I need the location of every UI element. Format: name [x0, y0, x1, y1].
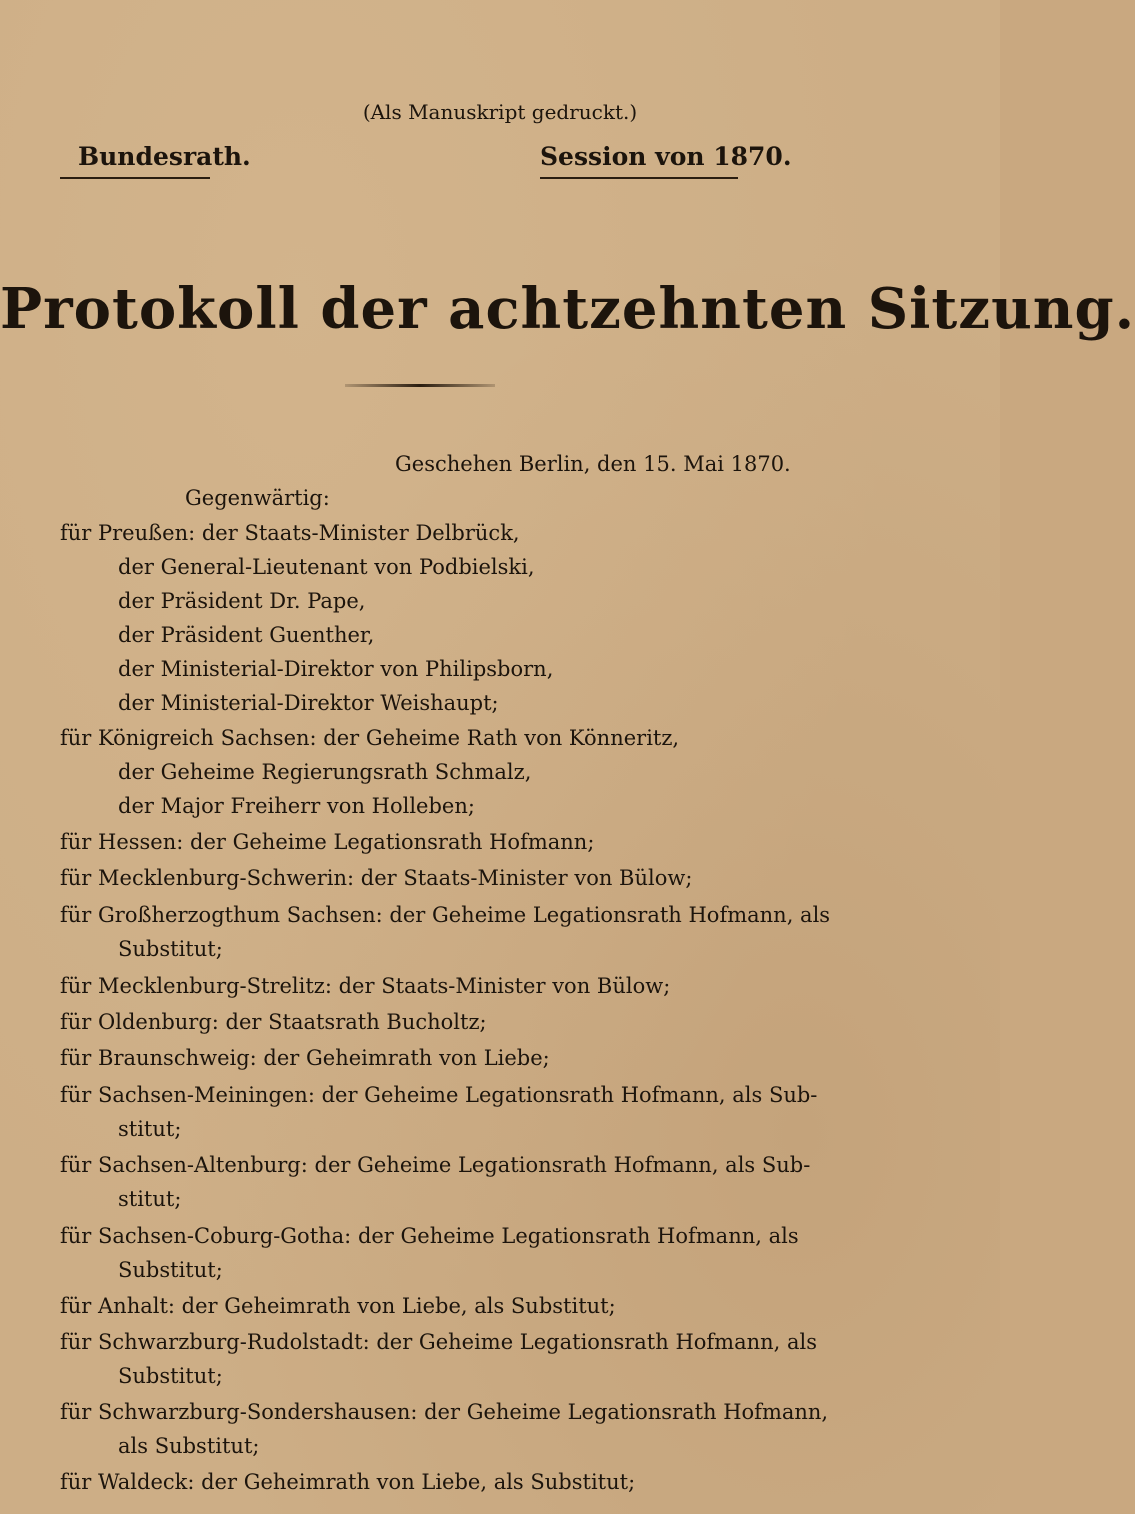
text-line: für Schwarzburg-Sondershausen: der Geheime Legationsrath Hofmann, [60, 1400, 829, 1424]
title-rule [345, 384, 495, 387]
text-line: für Hessen: der Geheime Legationsrath Hofmann; [60, 830, 595, 854]
text-line: für Anhalt: der Geheimrath von Liebe, als Substitut; [60, 1294, 616, 1318]
text-line: für Schwarzburg-Rudolstadt: der Geheime Legationsrath Hofmann, als [60, 1330, 818, 1354]
place-date: Geschehen Berlin, den 15. Mai 1870. [395, 452, 791, 476]
header-left: Bundesrath. [78, 142, 251, 171]
text-line: als Substitut; [118, 1434, 260, 1458]
text-line: für Sachsen-Coburg-Gotha: der Geheime Legationsrath Hofmann, als [60, 1224, 799, 1248]
text-line: stitut; [118, 1117, 182, 1141]
text-line: stitut; [118, 1187, 182, 1211]
text-line: für Oldenburg: der Staatsrath Bucholtz; [60, 1010, 487, 1034]
text-line: für Waldeck: der Geheimrath von Liebe, als Substitut; [60, 1470, 636, 1494]
text-line: Substitut; [118, 1364, 223, 1388]
text-line: der Präsident Dr. Pape, [118, 589, 366, 613]
text-line: der Ministerial-Direktor von Philipsborn, [118, 657, 554, 681]
text-line: für Großherzogthum Sachsen: der Geheime Legationsrath Hofmann, als [60, 903, 831, 927]
text-line: für Mecklenburg-Strelitz: der Staats-Minister von Bülow; [60, 974, 671, 998]
text-line: der Major Freiherr von Holleben; [118, 794, 475, 818]
text-line: für Sachsen-Altenburg: der Geheime Legationsrath Hofmann, als Sub- [60, 1153, 811, 1177]
present-label: Gegenwärtig: [185, 486, 330, 510]
text-line: für Sachsen-Meiningen: der Geheime Legationsrath Hofmann, als Sub- [60, 1083, 818, 1107]
text-line: für Preußen: der Staats-Minister Delbrück, [60, 521, 520, 545]
text-line: Substitut; [118, 1258, 223, 1282]
header-left-rule [60, 177, 210, 179]
text-line: der General-Lieutenant von Podbielski, [118, 555, 535, 579]
header-right-rule [540, 177, 738, 179]
manuscript-note: (Als Manuskript gedruckt.) [362, 100, 638, 124]
text-line: der Geheime Regierungsrath Schmalz, [118, 760, 532, 784]
text-line: Substitut; [118, 937, 223, 961]
text-line: für Mecklenburg-Schwerin: der Staats-Minister von Bülow; [60, 866, 693, 890]
header-right: Session von 1870. [540, 142, 792, 171]
text-line: für Königreich Sachsen: der Geheime Rath von Könneritz, [60, 726, 680, 750]
text-line: der Präsident Guenther, [118, 623, 375, 647]
text-line: der Ministerial-Direktor Weishaupt; [118, 691, 499, 715]
page-title: Protokoll der achtzehnten Sitzung. [0, 276, 1135, 342]
text-line: für Braunschweig: der Geheimrath von Liebe; [60, 1046, 550, 1070]
